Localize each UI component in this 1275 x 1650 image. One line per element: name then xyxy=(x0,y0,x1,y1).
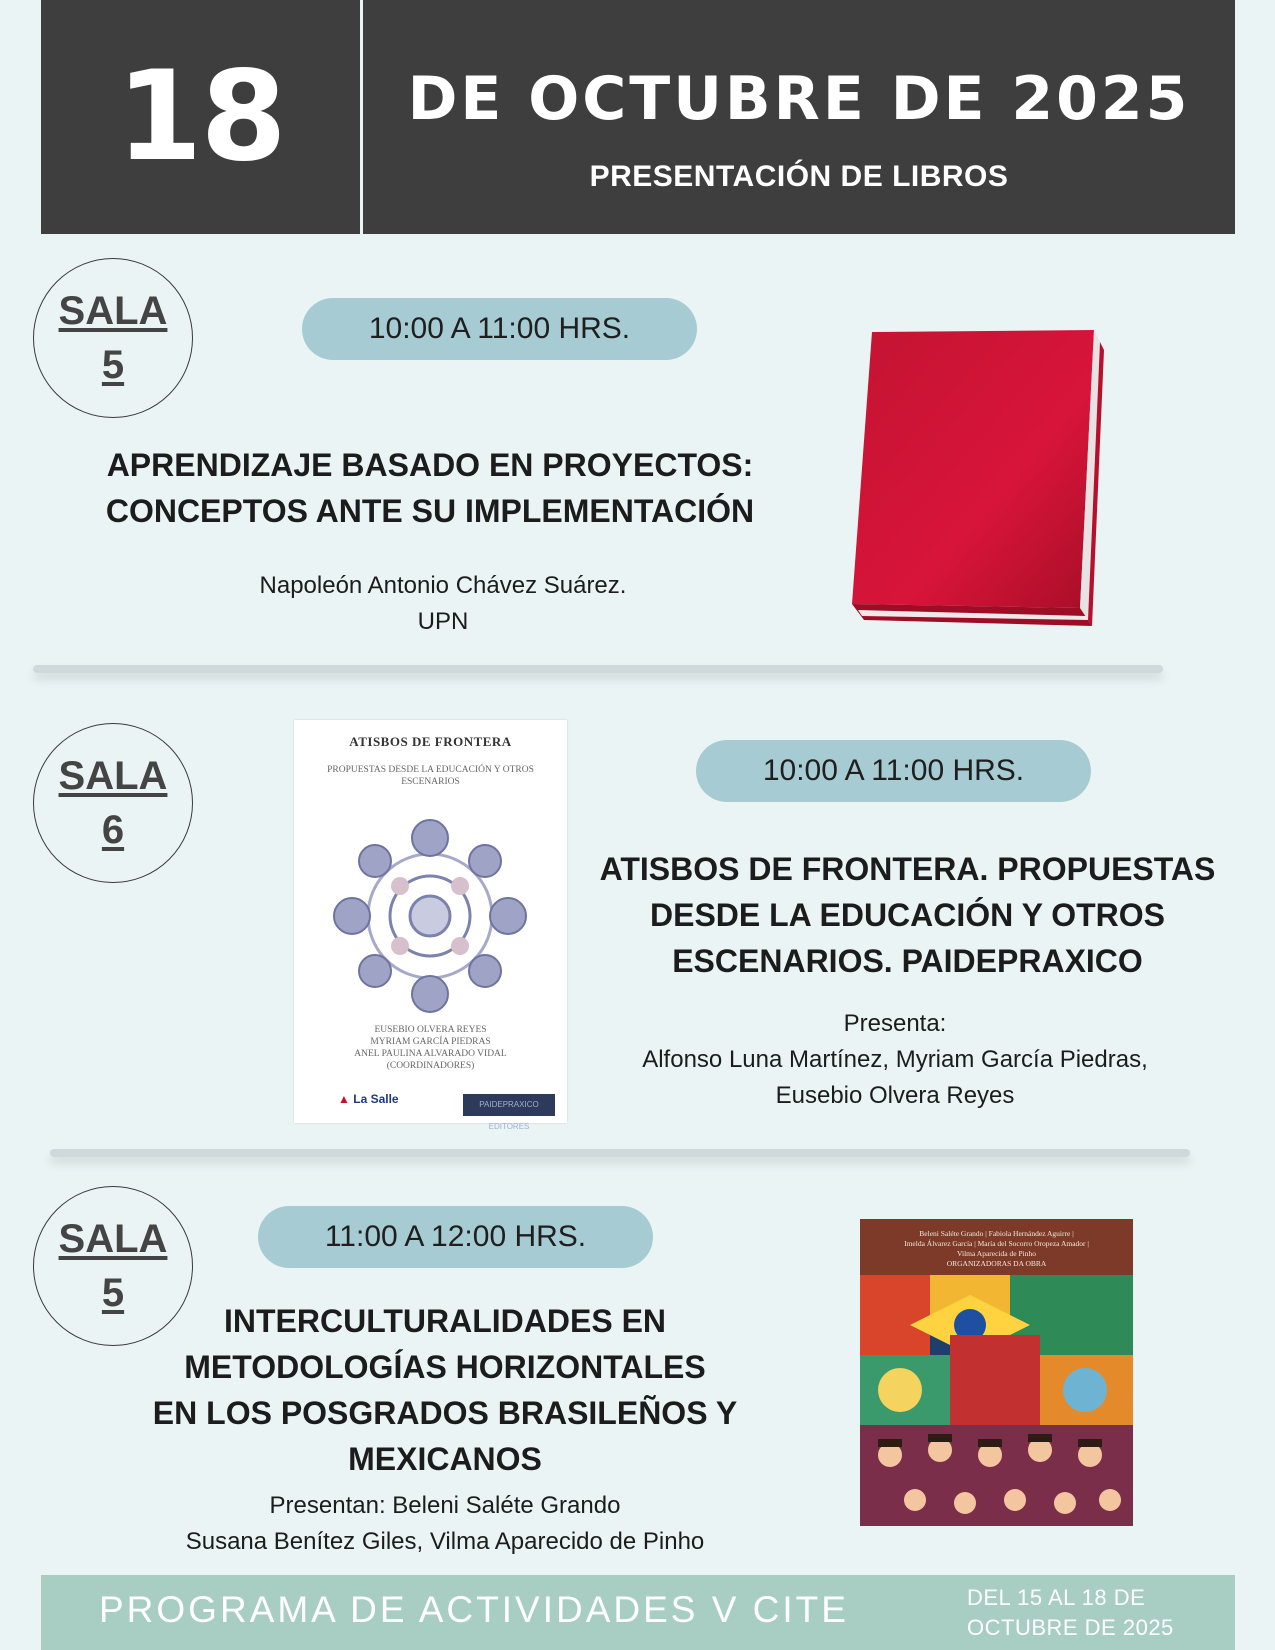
cover-line: Imelda Álvarez García | María del Socorro Oropeza Amador | xyxy=(904,1239,1089,1248)
cover-header xyxy=(860,1219,1133,1275)
time-pill-1: 10:00 A 11:00 HRS. xyxy=(302,298,697,360)
event-title-1 xyxy=(60,442,800,534)
info-line: Susana Benítez Giles, Vilma Aparecido de Pinho xyxy=(185,1528,705,1555)
mandala-image xyxy=(320,806,540,1026)
sala-word: SALA xyxy=(58,754,168,798)
footer-title: PROGRAMA DE ACTIVIDADES V CITE xyxy=(99,1589,849,1630)
sala-number: 6 xyxy=(101,808,125,852)
info-line: UPN xyxy=(417,608,469,635)
folk-art-illustration xyxy=(860,1275,1133,1526)
footer-date-line: OCTUBRE DE 2025 xyxy=(967,1615,1174,1640)
paidepraxico-logo: PAIDEPRAXICO EDITORES xyxy=(463,1094,555,1116)
footer-dates xyxy=(967,1583,1174,1643)
separator-1 xyxy=(33,665,1163,673)
cover-author: ANEL PAULINA ALVARADO VIDAL xyxy=(354,1049,507,1059)
info-line: Presentan: Beleni Saléte Grando xyxy=(269,1492,621,1519)
event-title-3 xyxy=(100,1298,790,1482)
cover-author: (COORDINADORES) xyxy=(386,1061,475,1071)
header-right xyxy=(363,0,1235,234)
sala-number: 5 xyxy=(101,1271,125,1315)
info-line: Napoleón Antonio Chávez Suárez. xyxy=(259,572,627,599)
cover-authors xyxy=(294,1024,567,1072)
book-cover-interculturalidades xyxy=(860,1219,1133,1526)
sala-number: 5 xyxy=(101,343,125,387)
title-line: ESCENARIOS. PAIDEPRAXICO xyxy=(672,943,1143,979)
title-line: ATISBOS DE FRONTERA. PROPUESTAS xyxy=(599,851,1216,887)
sala-word: SALA xyxy=(58,1217,168,1261)
separator-2 xyxy=(50,1149,1190,1157)
month-year: DE OCTUBRE DE 2025 xyxy=(407,64,1191,134)
info-line: Eusebio Olvera Reyes xyxy=(775,1082,1015,1109)
info-line: Presenta: xyxy=(843,1010,947,1037)
title-line: CONCEPTOS ANTE SU IMPLEMENTACIÓN xyxy=(105,493,755,529)
time-pill-2: 10:00 A 11:00 HRS. xyxy=(696,740,1091,802)
sala-word: SALA xyxy=(58,289,168,333)
event-info-2 xyxy=(580,1006,1210,1114)
footer-date-line: DEL 15 AL 18 DE xyxy=(967,1585,1146,1610)
footer-bar xyxy=(41,1575,1235,1650)
cover-line: ORGANIZADORAS DA OBRA xyxy=(946,1259,1047,1268)
title-line: DESDE LA EDUCACIÓN Y OTROS xyxy=(649,897,1166,933)
header-subtitle: PRESENTACIÓN DE LIBROS xyxy=(589,160,1009,193)
title-line: INTERCULTURALIDADES EN xyxy=(223,1303,667,1339)
day-number: 18 xyxy=(116,45,285,189)
title-line: EN LOS POSGRADOS BRASILEÑOS Y xyxy=(152,1395,738,1431)
title-line: APRENDIZAJE BASADO EN PROYECTOS: xyxy=(106,447,754,483)
info-line: Alfonso Luna Martínez, Myriam García Piedras, xyxy=(642,1046,1148,1073)
event-info-1 xyxy=(143,568,743,640)
event-title-2 xyxy=(580,846,1235,984)
date-header xyxy=(41,0,1235,234)
sala-badge-2 xyxy=(33,723,193,883)
lasalle-logo: ▲ La Salle xyxy=(338,1092,399,1106)
cover-author: MYRIAM GARCÍA PIEDRAS xyxy=(370,1037,491,1047)
cover-author: EUSEBIO OLVERA REYES xyxy=(374,1025,487,1035)
cover-line: Beleni Saléte Grando | Fabiola Hernández Aguirre | xyxy=(919,1229,1074,1238)
cover-line: Vilma Aparecida de Pinho xyxy=(957,1249,1036,1258)
time-pill-3: 11:00 A 12:00 HRS. xyxy=(258,1206,653,1268)
cover-subtitle: PROPUESTAS DESDE LA EDUCACIÓN Y OTROS ESCENARIOS xyxy=(327,765,534,787)
red-book-image xyxy=(848,320,1110,630)
title-line: METODOLOGÍAS HORIZONTALES xyxy=(184,1349,706,1385)
title-line: MEXICANOS xyxy=(348,1441,542,1477)
event-info-3 xyxy=(145,1488,745,1560)
cover-title: ATISBOS DE FRONTERA xyxy=(349,734,512,749)
sala-badge-1 xyxy=(33,258,193,418)
book-cover-atisbos xyxy=(294,720,567,1131)
